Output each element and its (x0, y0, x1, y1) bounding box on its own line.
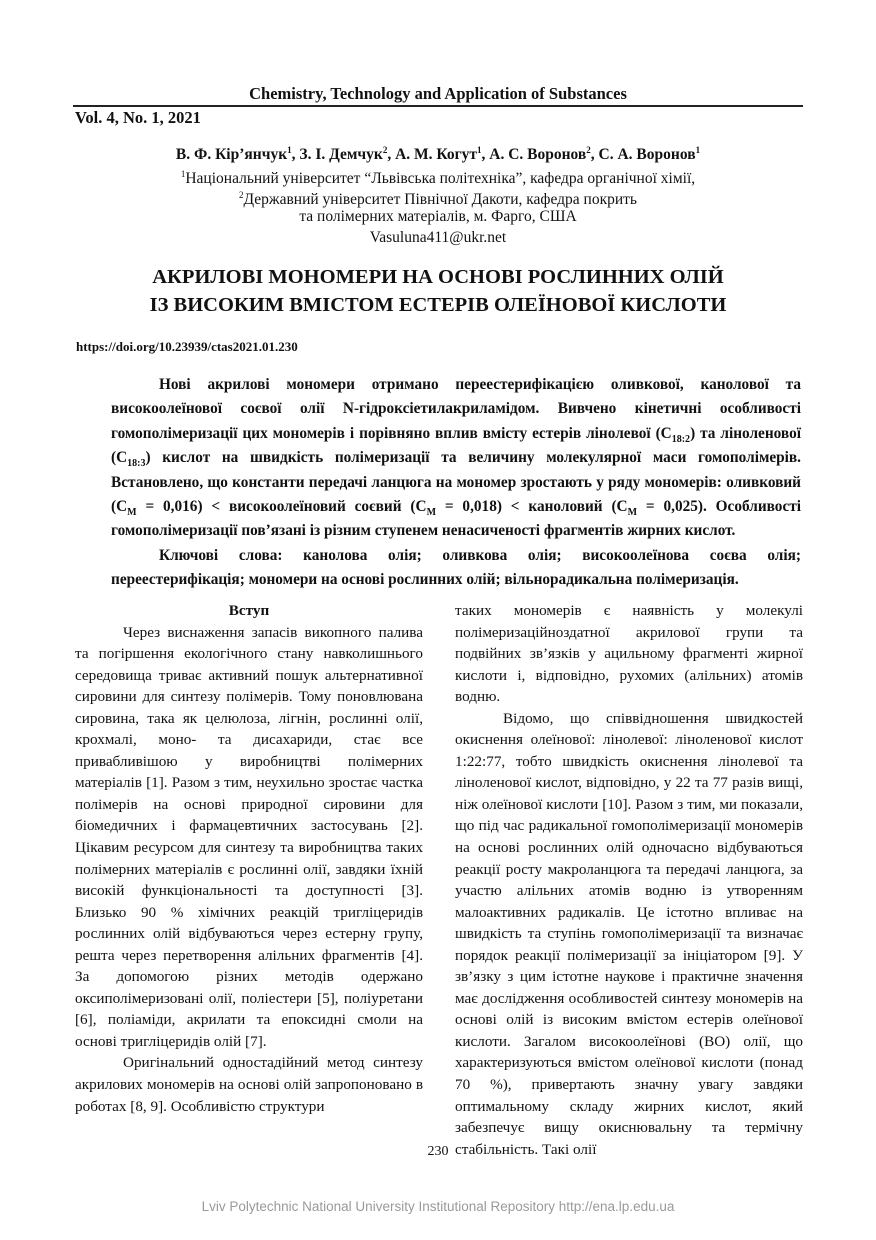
author-email[interactable]: Vasuluna411@ukr.net (369, 229, 507, 246)
author-name: А. М. Когут (395, 146, 478, 164)
subscript: 18:2 (671, 433, 691, 445)
affiliation-mark: 1 (695, 145, 701, 155)
author-name: С. А. Воронов (598, 146, 696, 164)
author-name: З. І. Демчук (299, 146, 383, 164)
abstract-segment: = 0,025). Особливості гомополімеризації пов’язані із різним ступенем ненасиченості фрагментів жирних кислот. (111, 498, 802, 540)
paragraph: Оригінальний одностадійний метод синтезу акрилових мономерів на основі олій запропоновано в роботах [8, 9]. Особливістю структури (75, 1054, 423, 1115)
affiliation-mark: 1 (287, 145, 292, 155)
affiliation-text: Державний університет Північної Дакоти, кафедра покрить (243, 191, 637, 209)
paragraph: Через виснаження запасів викопного палива та погіршення екологічного стану навколишнього середовища триває активний пошук альтернативної сировини для синтезу полімерів. Тому поновлювана сировина, така як целюлоза, лігнін, рослинні олії, крохмалі, моно- та дисахариди, стає все привабливішою у виробництві полімерних матеріалів [1]. Разом з тим, неухильно зростає частка полімерів на основі природної сировини для біомедичних і фармацевтичних застосувань [2]. Цікавим ресурсом для синтезу та виробництва таких полімерних матеріалів є рослинні олії, завдяки їхній високій функціональності та доступності [3]. Близько 90 % хімічних реакцій тригліцеридів рослинних олій відбуваються через естерну групу, решта через перетворення алільних фрагментів [4]. За допомогою різних методів одержано оксиполімеризовані олії, поліестери [5], поліуретани [6], поліаміди, акрилати та епоксидні смоли на основі тригліцеридів олій [7]. (75, 623, 423, 1050)
abstract-segment: = 0,018) < каноловий (C (436, 498, 628, 516)
header-rule (73, 105, 803, 107)
affiliation-mark: 1 (477, 145, 482, 155)
abstract-segment: Нові акрилові мономери отримано переестерифікацією оливкової, канолової та високоолеїнової соєвої олії N-гідроксіетилакриламідом. Вивчено кінетичні особливості гомополімеризації цих мономерів і порівняно вплив вмісту естерів лінолевої (C (111, 376, 801, 442)
author-name: А. С. Воронов (489, 146, 587, 164)
subscript: 18:3 (127, 458, 146, 470)
affiliation-2-cont: та полімерних матеріалів, м. Фарго, США (299, 208, 577, 225)
paragraph: таких мономерів є наявність у молекулі полімеризаційноздатної акрилової групи та подвійних зв’язків у ацильному фрагменті жирної кислоти і, відповідно, рухомих (алільних) атомів водню. (455, 602, 803, 706)
subscript: M (426, 507, 437, 519)
affiliation-mark: 2 (239, 190, 244, 200)
author-list: В. Ф. Кір’янчук$^1$, З. І. Демчук$^2$, А. М. Когут$^1$, А. С. Воронов$^2$, С. А. Воронов$^1$ (175, 145, 701, 164)
title-line-1: АКРИЛОВІ МОНОМЕРИ НА ОСНОВІ РОСЛИННИХ ОЛІЙ (152, 266, 724, 288)
title-line-2: ІЗ ВИСОКИМ ВМІСТОМ ЕСТЕРІВ ОЛЕЇНОВОЇ КИСЛОТИ (149, 294, 727, 316)
affiliation-mark: 2 (586, 145, 591, 155)
abstract-text (111, 373, 801, 544)
journal-title: Chemistry, Technology and Application of Substances (249, 84, 627, 103)
abstract-segment: ) та ліноленової (C (111, 424, 801, 467)
paragraph: Відомо, що співвідношення швидкостей окиснення олеїнової: лінолевої: ліноленової кислот 1:22:77, тобто швидкість окиснення лінолевої та ліноленової кислот, відповідно, у 22 та 77 разів вищі, ніж олеїнової кислоти [10]. Разом з тим, ми показали, що під час радикальної гомополімеризації мономерів на основі рослинних олій одночасно відбуваються реакції росту макроланцюга та передачі ланцюга, за участю алільних атомів водню із утворенням малоактивних радикалів. Це істотно впливає на швидкість та ступінь гомополімеризації та визначає порядок реакції полімеризації за ініціатором [9]. У зв’язку з цим істотне наукове і практичне значення має дослідження особливостей синтезу мономерів на основі олій із високим вмістом естерів олеїнової кислоти. Загалом високоолеїнові (ВО) олії, що характеризуються вмістом олеїнової кислоти (понад 70 %), привертають значну увагу завдяки оптимальному складу жирних кислот, який забезпечує вищу окиснювальну та термічну стабільність. Такі олії (455, 709, 803, 1158)
volume-info: Vol. 4, No. 1, 2021 (75, 108, 201, 127)
abstract-segment: ) кислот на швидкість полімеризації та величину молекулярної маси гомополімерів. Встановлено, що константи передачі ланцюга на мономер зростають у ряду мономерів: оливковий (C (111, 449, 801, 516)
article-title (0, 263, 876, 319)
abstract-segment: = 0,016) < високоолеїновий соєвий (C (136, 498, 427, 516)
affiliation-mark: 1 (180, 169, 186, 179)
affiliation-mark: 2 (382, 145, 388, 155)
keywords: Ключові слова: канолова олія; оливкова олія; високоолеїнова соєва олія; переестерифікація; мономери на основі рослинних олій; вільнорадикальна полімеризація. (111, 546, 801, 589)
affiliation-text: Національний університет “Львівська політехніка”, кафедра органічної хімії, (185, 170, 696, 188)
right-column (455, 600, 803, 1160)
subscript: M (127, 507, 137, 519)
page-number: 230 (427, 1144, 449, 1159)
left-column (75, 600, 423, 1117)
repository-footer: Lviv Polytechnic National University Institutional Repository http://ena.lp.edu.ua (201, 1199, 675, 1214)
doi-link[interactable]: https://doi.org/10.23939/ctas2021.01.230 (76, 339, 298, 354)
section-heading: Вступ (228, 602, 270, 619)
author-name: В. Ф. Кір’янчук (175, 146, 288, 164)
subscript: M (627, 507, 638, 519)
abstract (111, 373, 801, 593)
